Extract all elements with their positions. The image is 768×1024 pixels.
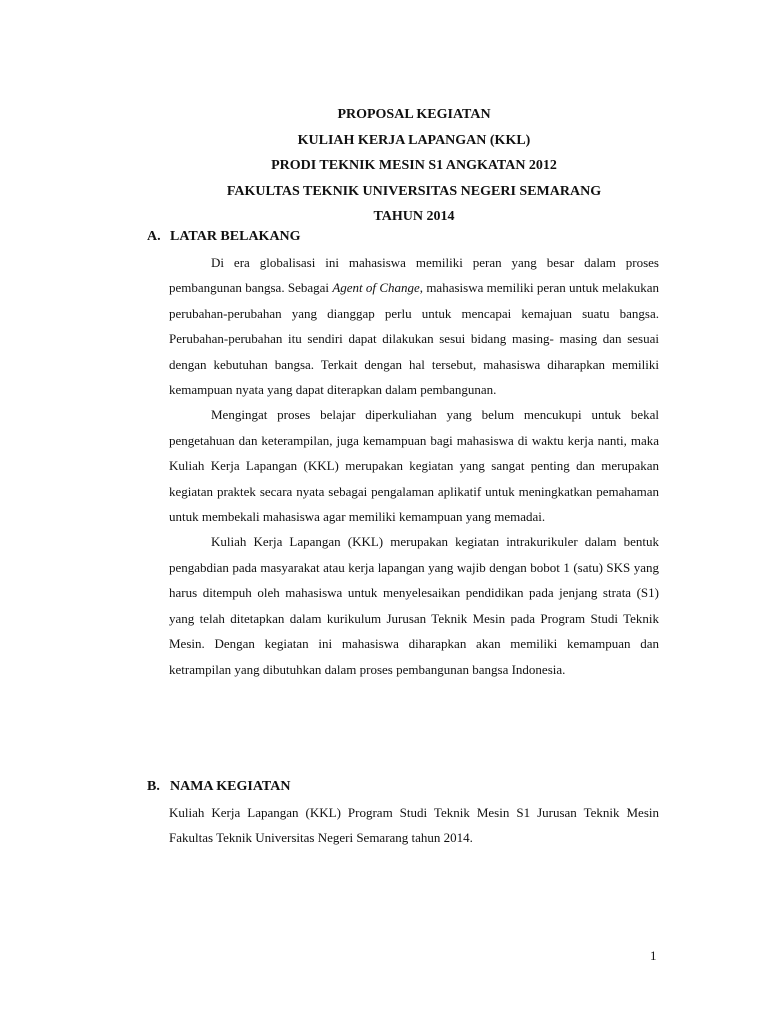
p1-text-before: Di era globalisasi ini mahasiswa memiliki peran yang besar dalam proses pembangunan bangsa. Sebagai [169, 255, 659, 296]
section-b-heading [147, 779, 290, 795]
title-line-2: KULIAH KERJA LAPANGAN (KKL) [297, 132, 531, 148]
section-a-paragraph-2: Mengingat proses belajar diperkuliahan yang belum mencukupi untuk bekal pengetahuan dan keterampilan, juga kemampuan bagi mahasiswa di waktu kerja nanti, maka Kuliah Kerja Lapangan (KKL) merupakan kegiatan yang sangat penting dan merupakan kegiatan praktek secara nyata sebagai pengalaman aplikatif untuk meningkatkan pemahaman untuk membekali mahasiswa agar memiliki kemampuan yang memadai. [169, 407, 659, 525]
section-a-paragraph-1 [169, 250, 659, 402]
section-b-title: NAMA KEGIATAN [170, 779, 291, 794]
section-a-heading [147, 229, 301, 245]
title-line-5: TAHUN 2014 [373, 209, 455, 224]
title-line-4: FAKULTAS TEKNIK UNIVERSITAS NEGERI SEMARANG [226, 183, 602, 199]
section-b-paragraph-1: Kuliah Kerja Lapangan (KKL) Program Studi Teknik Mesin S1 Jurusan Teknik Mesin Fakultas Teknik Universitas Negeri Semarang tahun 2014. [169, 805, 659, 846]
page-number: 1 [650, 948, 657, 963]
section-a-body [169, 250, 659, 682]
section-b-letter: B. [147, 779, 160, 794]
p1-italic-term: Agent of Change [332, 280, 420, 296]
section-a-title: LATAR BELAKANG [170, 229, 301, 244]
title-block [0, 102, 768, 230]
section-b-body [169, 800, 659, 851]
title-line-3: PRODI TEKNIK MESIN S1 ANGKATAN 2012 [271, 158, 557, 173]
section-a-paragraph-3: Kuliah Kerja Lapangan (KKL) merupakan kegiatan intrakurikuler dalam bentuk pengabdian pada masyarakat atau kerja lapangan yang wajib dengan bobot 1 (satu) SKS yang harus ditempuh oleh mahasiswa untuk menyelesaikan pendidikan pada jenjang strata (S1) yang telah ditetapkan dalam kurikulum Jurusan Teknik Mesin pada Program Studi Teknik Mesin. Dengan kegiatan ini mahasiswa diharapkan akan memiliki kemampuan dan ketrampilan yang dibutuhkan dalam proses pembangunan bangsa Indonesia. [169, 534, 659, 677]
section-a-letter: A. [147, 229, 161, 244]
p1-text-after: , mahasiswa memiliki peran untuk melakukan perubahan-perubahan yang dianggap perlu untuk mencapai kemajuan suatu bangsa. Perubahan-perubahan itu sendiri dapat dilakukan sesui bidang masing- masing dan sesuai dengan kebutuhan bangsa. Terkait dengan hal tersebut, mahasiswa diharapkan memiliki kemampuan nyata yang dapat diterapkan dalam pembangunan. [169, 280, 659, 398]
title-line-1: PROPOSAL KEGIATAN [337, 107, 491, 122]
